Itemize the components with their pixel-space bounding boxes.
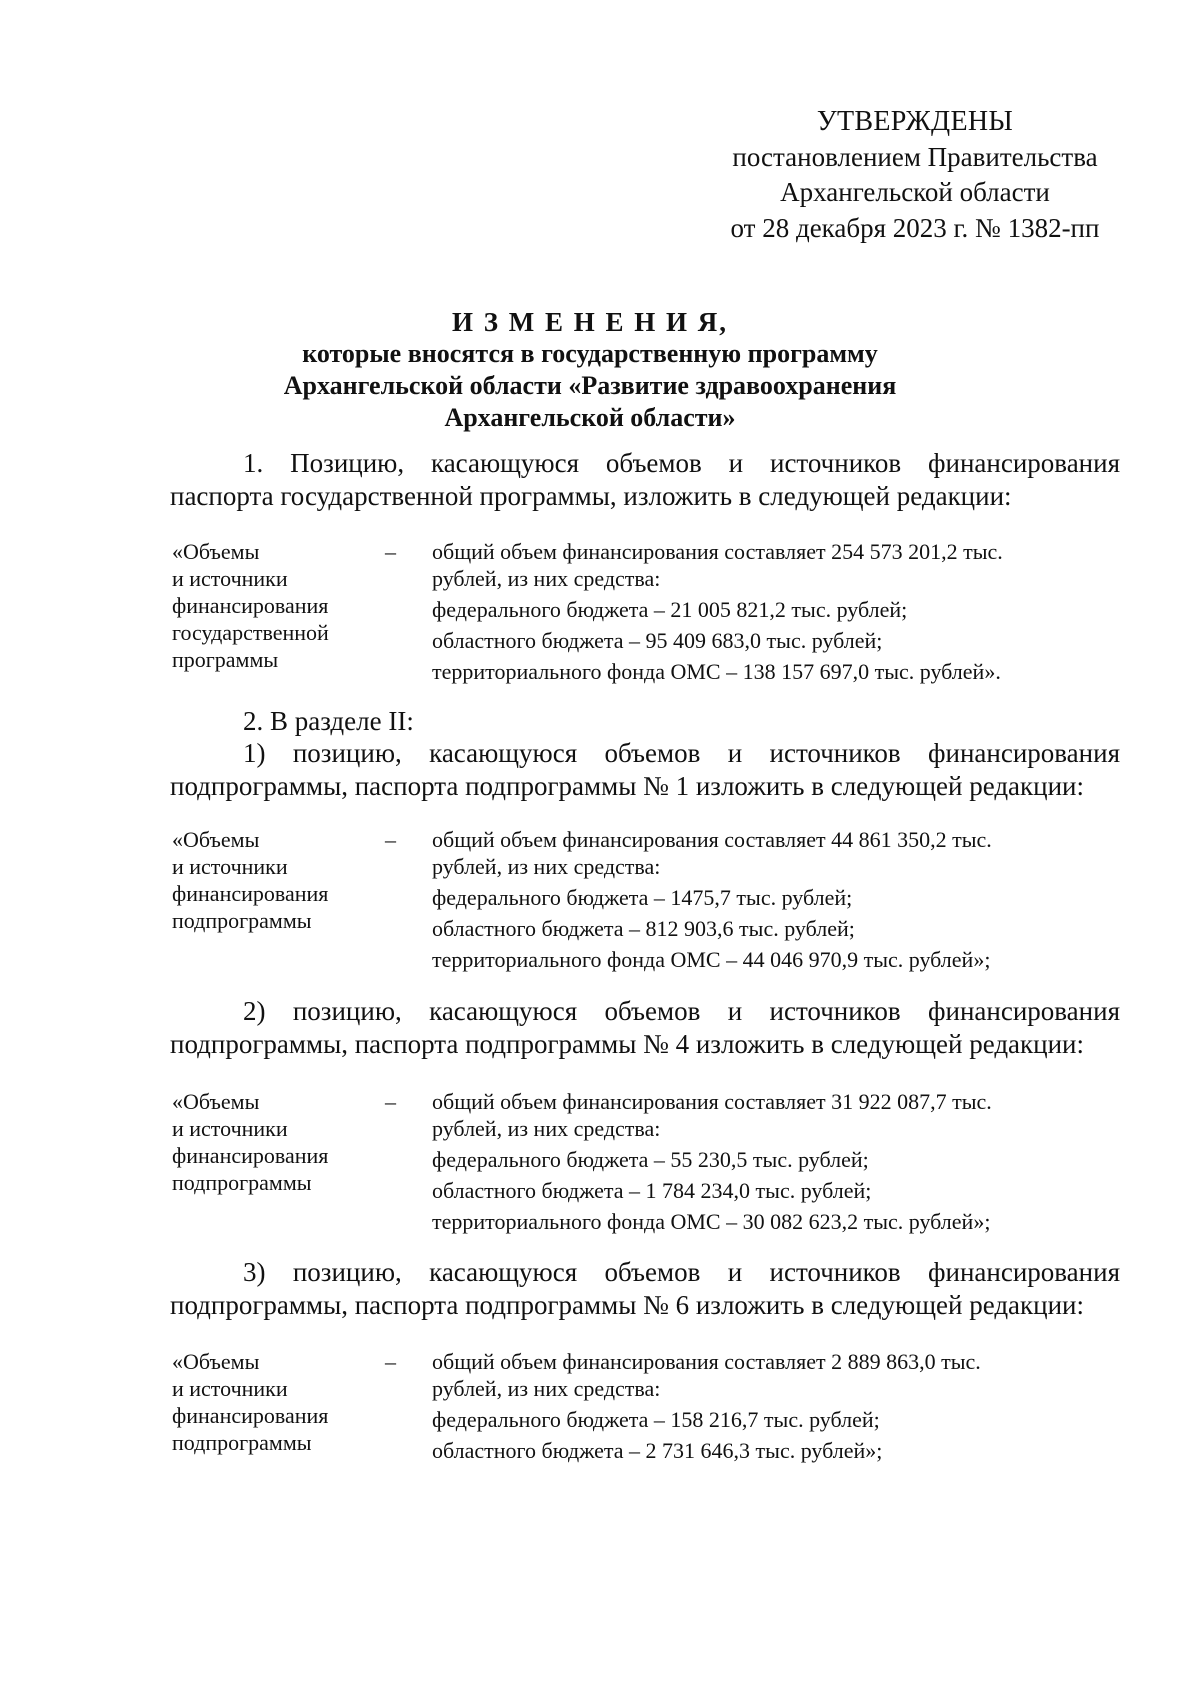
label-line: подпрограммы (172, 908, 312, 933)
label-line: «Объемы (172, 827, 260, 852)
paragraph-line: 1) позицию, касающуюся объемов и источников финансирования (243, 738, 1120, 768)
section-2-item-2 (170, 995, 1120, 1061)
paragraph-line: подпрограммы, паспорта подпрограммы № 1 изложить в следующей редакции: (170, 771, 1085, 801)
block-label (172, 538, 362, 673)
block-dash: – (385, 1089, 396, 1114)
paragraph-line: 2) позицию, касающуюся объемов и источников финансирования (243, 996, 1120, 1026)
label-line: и источники (172, 854, 288, 879)
section-2-item-3 (170, 1256, 1120, 1322)
heading-line: Архангельской области «Развитие здравоохранения (283, 371, 897, 400)
label-line: финансирования (172, 593, 329, 618)
content-line: общий объем финансирования составляет 44 861 350,2 тыс. (432, 827, 992, 852)
label-line: подпрограммы (172, 1170, 312, 1195)
approval-title: УТВЕРЖДЕНЫ (816, 106, 1014, 137)
label-line: и источники (172, 1376, 288, 1401)
section-2-item-1 (170, 737, 1120, 803)
content-line: общий объем финансирования составляет 2 889 863,0 тыс. (432, 1349, 981, 1374)
paragraph-line: 3) позицию, касающуюся объемов и источников финансирования (243, 1257, 1120, 1287)
document-heading (160, 306, 1020, 434)
block-content (432, 538, 1132, 685)
label-line: «Объемы (172, 1089, 260, 1114)
content-line: территориального фонда ОМС – 30 082 623,2 тыс. рублей»; (432, 1209, 991, 1234)
block-content (432, 1088, 1132, 1235)
block-content (432, 1348, 1132, 1464)
content-line: областного бюджета – 812 903,6 тыс. рублей; (432, 916, 855, 941)
label-line: программы (172, 647, 279, 672)
content-line: рублей, из них средства: (432, 566, 661, 591)
content-line: территориального фонда ОМС – 138 157 697,0 тыс. рублей». (432, 659, 1001, 684)
content-line: рублей, из них средства: (432, 854, 661, 879)
label-line: государственной (172, 620, 329, 645)
label-line: и источники (172, 1116, 288, 1141)
content-line: федерального бюджета – 158 216,7 тыс. рублей; (432, 1407, 880, 1432)
label-line: и источники (172, 566, 288, 591)
block-label (172, 1348, 362, 1456)
block-content (432, 826, 1132, 973)
content-line: областного бюджета – 2 731 646,3 тыс. рублей»; (432, 1438, 883, 1463)
block-label (172, 826, 362, 934)
content-line: общий объем финансирования составляет 254 573 201,2 тыс. (432, 539, 1003, 564)
document-title: И З М Е Н Е Н И Я, (451, 307, 728, 337)
paragraph-line: подпрограммы, паспорта подпрограммы № 6 изложить в следующей редакции: (170, 1290, 1085, 1320)
approval-line: Архангельской области (780, 177, 1050, 207)
approval-line: постановлением Правительства (732, 141, 1098, 172)
block-label (172, 1088, 362, 1196)
content-line: общий объем финансирования составляет 31 922 087,7 тыс. (432, 1089, 992, 1114)
block-dash: – (385, 1349, 396, 1374)
content-line: рублей, из них средства: (432, 1376, 661, 1401)
content-line: федерального бюджета – 21 005 821,2 тыс. рублей; (432, 597, 908, 622)
content-line: территориального фонда ОМС – 44 046 970,9 тыс. рублей»; (432, 947, 991, 972)
approval-block (700, 104, 1130, 246)
paragraph-line: подпрограммы, паспорта подпрограммы № 4 изложить в следующей редакции: (170, 1029, 1085, 1059)
section-2-title: 2. В разделе II: (243, 706, 414, 736)
section-1-paragraph (170, 447, 1120, 513)
label-line: «Объемы (172, 539, 260, 564)
content-line: рублей, из них средства: (432, 1116, 661, 1141)
content-line: федерального бюджета – 1475,7 тыс. рублей; (432, 885, 853, 910)
block-dash: – (385, 539, 396, 564)
content-line: областного бюджета – 1 784 234,0 тыс. рублей; (432, 1178, 872, 1203)
block-dash: – (385, 827, 396, 852)
label-line: финансирования (172, 881, 329, 906)
label-line: финансирования (172, 1143, 329, 1168)
paragraph-line: 1. Позицию, касающуюся объемов и источников финансирования (243, 448, 1120, 478)
heading-line: которые вносятся в государственную программу (302, 339, 878, 368)
label-line: подпрограммы (172, 1430, 312, 1455)
approval-date: от 28 декабря 2023 г. № 1382-пп (730, 212, 1100, 243)
content-line: областного бюджета – 95 409 683,0 тыс. рублей; (432, 628, 883, 653)
content-line: федерального бюджета – 55 230,5 тыс. рублей; (432, 1147, 869, 1172)
heading-line: Архангельской области» (444, 403, 736, 432)
label-line: «Объемы (172, 1349, 260, 1374)
paragraph-line: паспорта государственной программы, изложить в следующей редакции: (170, 481, 1012, 511)
label-line: финансирования (172, 1403, 329, 1428)
